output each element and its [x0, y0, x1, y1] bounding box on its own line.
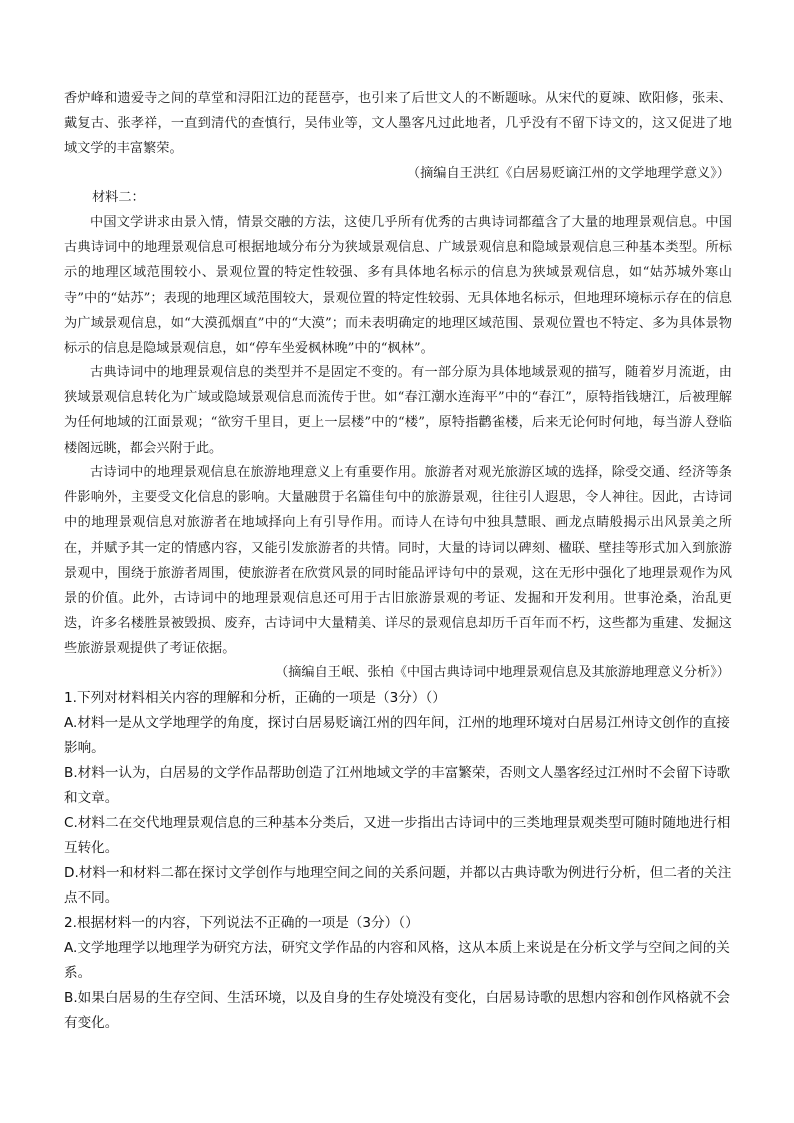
question-1-option-a: A.材料一是从文学地理学的角度，探讨白居易贬谪江州的四年间，江州的地理环境对白居易江州诗文创作的直接影响。: [64, 715, 730, 756]
question-1-option-b: B.材料一认为，白居易的文学作品帮助创造了江州地域文学的丰富繁荣，否则文人墨客经过江州时不会留下诗歌和文章。: [64, 765, 731, 806]
question-1: [64, 686, 732, 911]
question-2-option-a: A.文学地理学以地理学为研究方法，研究文学作品的内容和风格，这从本质上来说是在分析文学与空间之间的关系。: [64, 940, 730, 981]
material2-paragraph-2: 古典诗词中的地理景观信息的类型并不是固定不变的。有一部分原为具体地域景观的描写，随着岁月流逝，由狭域景观信息转化为广域或隐域景观信息而流传于世。如“春江潮水连海平”中的“春江”，原特指钱塘江，后被理解为任何地域的江面景观；“欲穷千里目，更上一层楼”中的“楼”，原特指鹳雀楼，后来无论何时何地，每当游人登临楼阁远眺，都会兴附于此。: [64, 365, 732, 456]
question-1-option-d: D.材料一和材料二都在探讨文学创作与地理空间之间的关系问题，并都以古典诗歌为例进行分析，但二者的关注点不同。: [64, 865, 732, 906]
question-1-option-c: C.材料二在交代地理景观信息的三种基本分类后，又进一步指出古诗词中的三类地理景观类型可随时随地进行相互转化。: [64, 815, 731, 856]
question-2: [64, 911, 732, 1036]
question-2-stem: 2.根据材料一的内容，下列说法不正确的一项是（3分）（）: [64, 915, 419, 931]
material2-paragraph-1: 中国文学讲求由景入情，情景交融的方法，这使几乎所有优秀的古典诗词都蕴含了大量的地理景观信息。中国古典诗词中的地理景观信息可根据地域分布分为狭域景观信息、广域景观信息和隐域景观信息三种基本类型。所标示的地理区域范围较小、景观位置的特定性较强、多有具体地名标示的信息为狭域景观信息，如“姑苏城外寒山寺”中的“姑苏”；表现的地理区域范围较大，景观位置的特定性较弱、无具体地名标示，但地理环境标示存在的信息为广域景观信息，如“大漠孤烟直”中的“大漠”；而未表明确定的地理区域范围、景观位置也不特定、多为具体景物标示的信息是隐域景观信息，如“停车坐爱枫林晚”中的“枫林”。: [64, 215, 732, 357]
source-citation-2: （摘编自王岷、张柏《中国古典诗词中地理景观信息及其旅游地理意义分析》）: [275, 665, 730, 680]
material2-label: 材料二：: [92, 190, 145, 205]
material2-paragraph-3: 古诗词中的地理景观信息在旅游地理意义上有重要作用。旅游者对观光旅游区域的选择，除受交通、经济等条件影响外，主要受文化信息的影响。大量融贯于名篇佳句中的旅游景观，往往引人遐思，令人神往。因此，古诗词中的地理景观信息对旅游者在地域择向上有引导作用。而诗人在诗句中独具慧眼、画龙点睛般揭示出风景美之所在，并赋予其一定的情感内容，又能引发旅游者的共情。同时，大量的诗词以碑刻、楹联、壁挂等形式加入到旅游景观中，围绕于旅游者周围，使旅游者在欣赏风景的同时能品评诗句中的景观，这在无形中强化了地理景观作为风景的价值。此外，古诗词中的地理景观信息还可用于古旧旅游景观的考证、发掘和开发利用。世事沧桑，治乱更迭，许多名楼胜景被毁损、废弃，古诗词中大量精美、详尽的景观信息却历千百年而不朽，这些都为重建、发掘这些旅游景观提供了考证依据。: [64, 465, 732, 657]
question-1-stem: 1.下列对材料相关内容的理解和分析，正确的一项是（3分）（）: [64, 690, 446, 706]
source-citation-1: （摘编自王洪红《白居易贬谪江州的文学地理学意义》）: [406, 166, 730, 181]
material1-tail-paragraph: 香炉峰和遗爱寺之间的草堂和浔阳江边的琵琶亭，也引来了后世文人的不断题咏。从宋代的夏竦、欧阳修，张耒、戴复古、张孝祥，一直到清代的查慎行，吴伟业等，文人墨客凡过此地者，几乎没有不留下诗文的，这又促进了地域文学的丰富繁荣。: [64, 91, 732, 157]
question-2-option-b: B.如果白居易的生存空间、生活环境，以及自身的生存处境没有变化，白居易诗歌的思想内容和创作风格就不会有变化。: [64, 990, 731, 1031]
